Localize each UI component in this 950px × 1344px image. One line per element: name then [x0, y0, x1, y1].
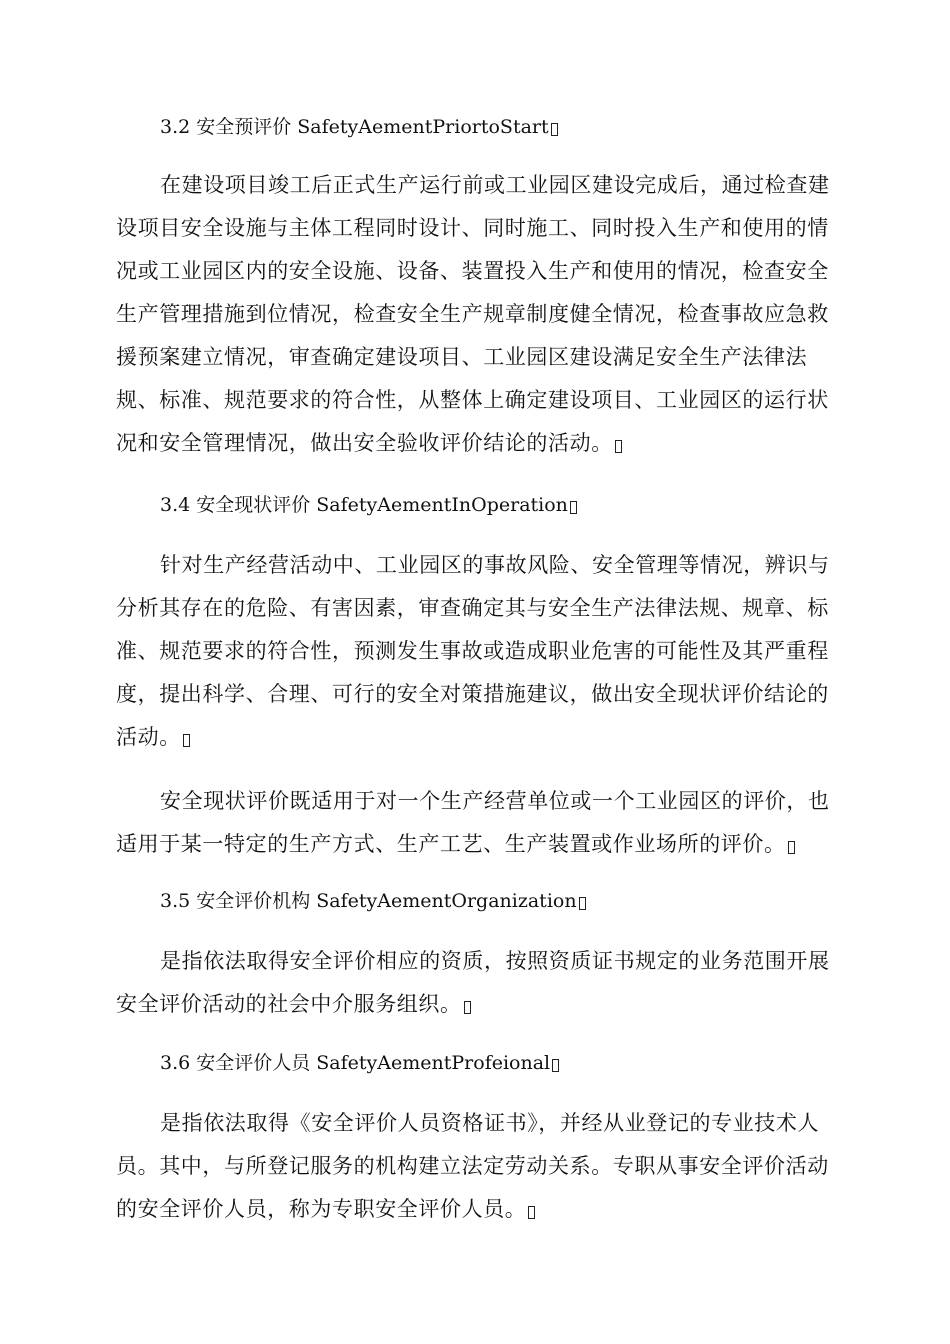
- section-heading-3-4: 3.4 安全现状评价 SafetyAementInOperation: [116, 490, 832, 520]
- section-3-2-paragraph-1: 在建设项目竣工后正式生产运行前或工业园区建设完成后，通过检查建设项目安全设施与主体工程同时设计、同时施工、同时投入生产和使用的情况或工业园区内的安全设施、设备、装置投入生产和使用的情况，检查安全生产管理措施到位情况，检查安全生产规章制度健全情况，检查事故应急救援预案建立情况，审查确定建设项目、工业园区建设满足安全生产法律法规、标准、规范要求的符合性，从整体上确定建设项目、工业园区的运行状况和安全管理情况，做出安全验收评价结论的活动。: [116, 173, 830, 455]
- paragraph-mark-icon: [551, 123, 558, 136]
- section-heading-3-5: 3.5 安全评价机构 SafetyAementOrganization: [116, 886, 832, 916]
- section-3-5-paragraph-1: 是指依法取得安全评价相应的资质，按照资质证书规定的业务范围开展安全评价活动的社会中介服务组织。: [116, 949, 830, 1016]
- section-heading-3-2: 3.2 安全预评价 SafetyAementPriortoStart: [116, 112, 832, 142]
- section-3-6-paragraph-1: 是指依法取得《安全评价人员资格证书》，并经从业登记的专业技术人员。其中，与所登记服务的机构建立法定劳动关系。专职从事安全评价活动的安全评价人员，称为专职安全评价人员。: [116, 1111, 829, 1221]
- section-3-4-paragraph-2: 安全现状评价既适用于对一个生产经营单位或一个工业园区的评价，也适用于某一特定的生产方式、生产工艺、生产装置或作业场所的评价。: [116, 789, 830, 856]
- paragraph-mark-icon: [464, 1001, 471, 1014]
- paragraph-mark-icon: [552, 1059, 559, 1072]
- paragraph-mark-icon: [183, 734, 190, 747]
- paragraph-mark-icon: [788, 841, 795, 854]
- paragraph-mark-icon: [579, 897, 586, 910]
- section-heading-3-6: 3.6 安全评价人员 SafetyAementProfeional: [116, 1048, 832, 1078]
- paragraph-mark-icon: [528, 1206, 535, 1219]
- section-3-4-paragraph-1: 针对生产经营活动中、工业园区的事故风险、安全管理等情况，辨识与分析其存在的危险、有害因素，审查确定其与安全生产法律法规、规章、标准、规范要求的符合性，预测发生事故或造成职业危害的可能性及其严重程度，提出科学、合理、可行的安全对策措施建议，做出安全现状评价结论的活动。: [116, 553, 830, 749]
- paragraph-mark-icon: [615, 440, 622, 453]
- paragraph-mark-icon: [570, 501, 577, 514]
